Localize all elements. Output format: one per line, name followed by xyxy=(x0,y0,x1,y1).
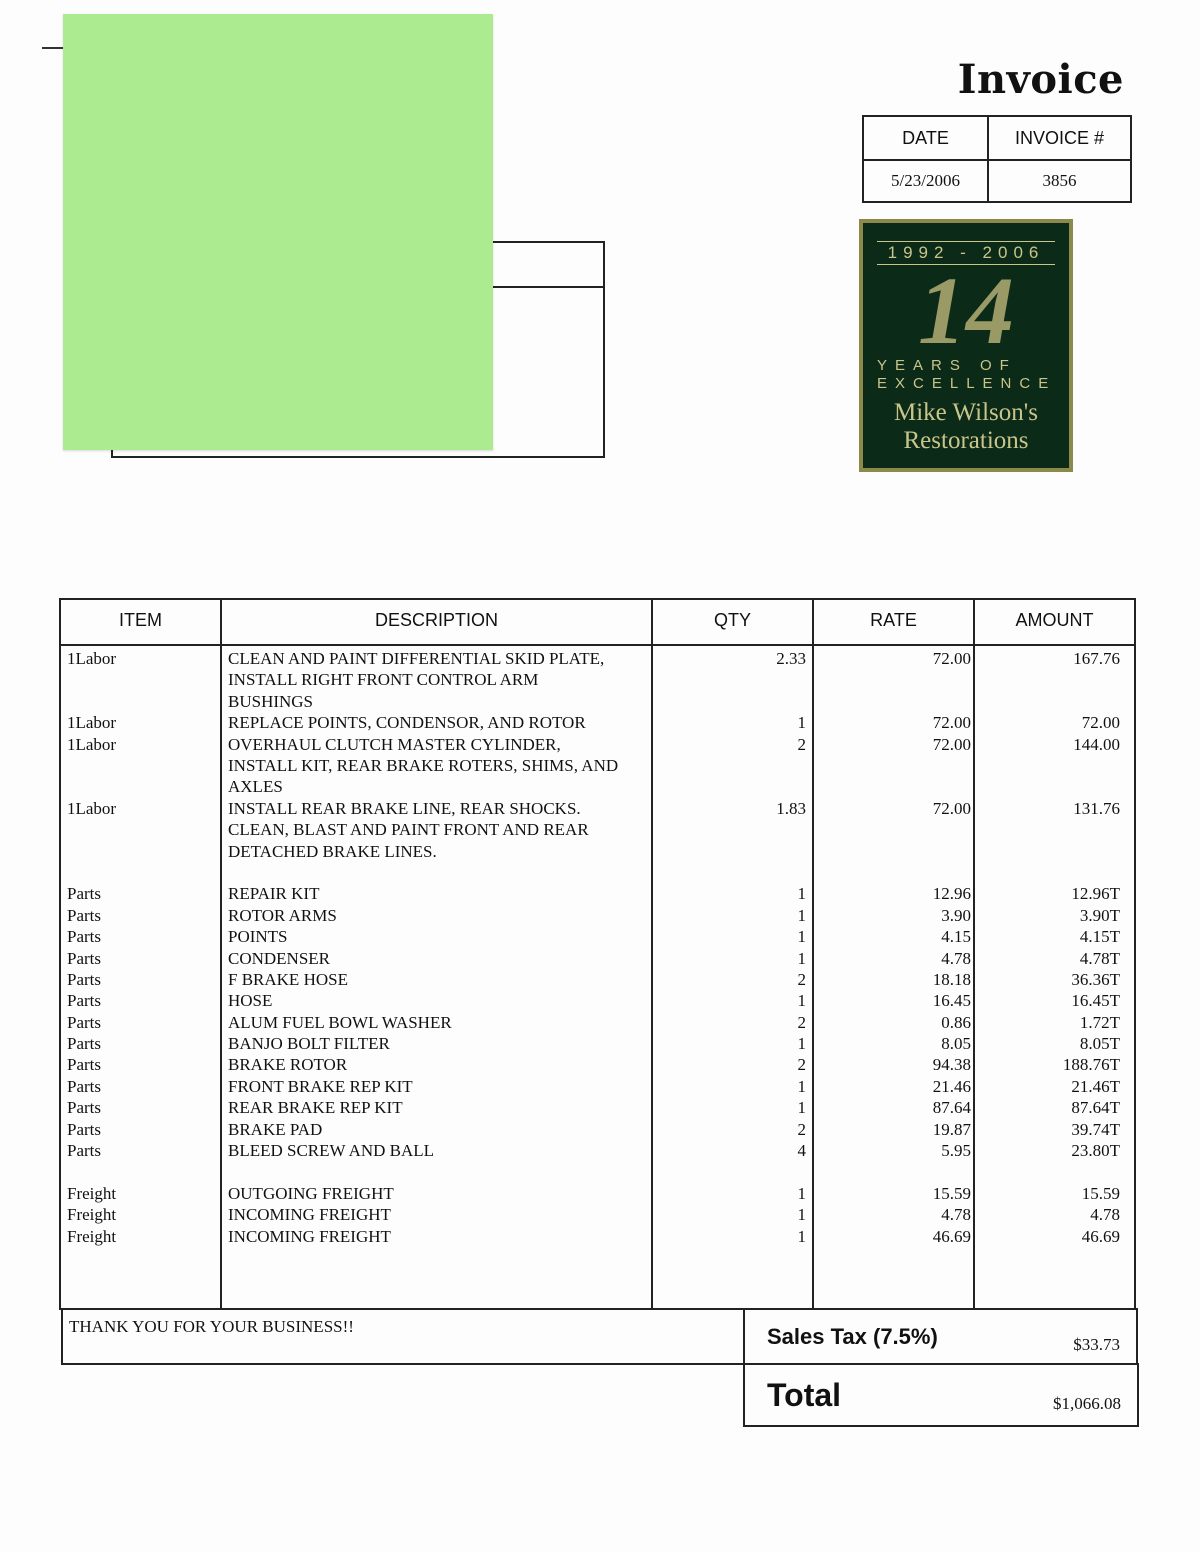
qty-cell: 1 xyxy=(797,905,806,925)
description-line: REPLACE POINTS, CONDENSOR, AND ROTOR xyxy=(228,713,586,733)
column-header-rate: RATE xyxy=(870,610,917,630)
table-row xyxy=(61,798,1134,862)
table-body xyxy=(61,648,1134,1247)
logo-tagline xyxy=(877,357,1055,393)
qty-cell: 2 xyxy=(797,1119,806,1139)
qty-cell: 1 xyxy=(797,713,806,733)
description-line: BLEED SCREW AND BALL xyxy=(228,1141,435,1161)
description-line: ALUM FUEL BOWL WASHER xyxy=(228,1012,452,1032)
description-line: INCOMING FREIGHT xyxy=(228,1226,391,1246)
rate-cell: 5.95 xyxy=(941,1141,971,1161)
description-cell xyxy=(228,1140,648,1161)
rate-cell: 8.05 xyxy=(941,1034,971,1054)
item-cell: Parts xyxy=(67,948,101,968)
amount-cell: 23.80T xyxy=(1071,1141,1120,1161)
rate-cell: 4.15 xyxy=(941,927,971,947)
description-line: F BRAKE HOSE xyxy=(228,969,348,989)
amount-cell: 21.46T xyxy=(1071,1076,1120,1096)
item-cell: 1Labor xyxy=(67,713,117,733)
logo-tagline-2: EXCELLENCE xyxy=(877,375,1057,392)
item-cell: Parts xyxy=(67,1034,101,1054)
rate-cell: 16.45 xyxy=(932,991,971,1011)
description-line: BRAKE PAD xyxy=(228,1119,323,1139)
rate-cell: 46.69 xyxy=(932,1226,971,1246)
address-box-top xyxy=(493,241,605,243)
table-row xyxy=(61,1183,1134,1204)
line-items-table xyxy=(59,598,1136,1310)
qty-cell: 1 xyxy=(797,1205,806,1225)
rate-cell: 12.96 xyxy=(932,884,971,904)
description-cell xyxy=(228,905,648,926)
description-cell xyxy=(228,990,648,1011)
qty-cell: 1 xyxy=(797,1098,806,1118)
description-line: HOSE xyxy=(228,991,273,1011)
table-row xyxy=(61,1054,1134,1075)
amount-cell: 46.69 xyxy=(1081,1226,1120,1246)
invoice-meta-table xyxy=(862,115,1132,203)
description-line: INSTALL RIGHT FRONT CONTROL ARM xyxy=(228,670,539,690)
amount-cell: 36.36T xyxy=(1071,969,1120,989)
column-header-description: DESCRIPTION xyxy=(374,610,498,630)
total-label: Total xyxy=(767,1377,842,1413)
description-cell xyxy=(228,1097,648,1118)
company-logo xyxy=(859,219,1073,472)
table-row xyxy=(61,1161,1134,1182)
description-line: DETACHED BRAKE LINES. xyxy=(228,841,437,861)
description-line: CONDENSER xyxy=(228,948,331,968)
item-cell: 1Labor xyxy=(67,798,117,818)
header-divider xyxy=(61,644,1134,646)
description-cell xyxy=(228,948,648,969)
qty-cell: 1.83 xyxy=(776,798,806,818)
table-row xyxy=(61,1033,1134,1054)
thank-you-message: THANK YOU FOR YOUR BUSINESS!! xyxy=(69,1317,354,1336)
description-cell xyxy=(228,1012,648,1033)
amount-cell: 188.76T xyxy=(1062,1055,1120,1075)
qty-cell: 1 xyxy=(797,884,806,904)
amount-cell: 8.05T xyxy=(1079,1034,1120,1054)
date-label: DATE xyxy=(864,117,989,161)
qty-cell: 1 xyxy=(797,948,806,968)
rate-cell: 0.86 xyxy=(941,1012,971,1032)
amount-cell: 3.90T xyxy=(1079,905,1120,925)
item-cell: Parts xyxy=(67,969,101,989)
description-line: POINTS xyxy=(228,927,288,947)
table-row xyxy=(61,1204,1134,1225)
description-line: BANJO BOLT FILTER xyxy=(228,1034,390,1054)
qty-cell: 2.33 xyxy=(776,649,806,668)
table-row xyxy=(61,1097,1134,1118)
qty-cell: 1 xyxy=(797,1183,806,1203)
amount-cell: 4.15T xyxy=(1079,927,1120,947)
description-cell xyxy=(228,1119,648,1140)
item-cell: 1Labor xyxy=(67,734,117,754)
amount-cell: 4.78T xyxy=(1079,948,1120,968)
logo-number: 14 xyxy=(918,257,1014,364)
amount-cell: 167.76 xyxy=(1073,649,1120,668)
amount-cell: 131.76 xyxy=(1073,798,1120,818)
rate-cell: 72.00 xyxy=(932,713,971,733)
rate-cell: 4.78 xyxy=(941,1205,971,1225)
amount-cell: 39.74T xyxy=(1071,1119,1120,1139)
amount-cell: 87.64T xyxy=(1071,1098,1120,1118)
description-line: OUTGOING FREIGHT xyxy=(228,1183,394,1203)
amount-cell: 16.45T xyxy=(1071,991,1120,1011)
amount-cell: 4.78 xyxy=(1090,1205,1120,1225)
description-cell xyxy=(228,734,648,798)
item-cell: Parts xyxy=(67,1012,101,1032)
description-cell xyxy=(228,1076,648,1097)
table-row xyxy=(61,926,1134,947)
rate-cell: 72.00 xyxy=(932,649,971,668)
description-line: REAR BRAKE REP KIT xyxy=(228,1098,403,1118)
table-row xyxy=(61,969,1134,990)
qty-cell: 1 xyxy=(797,927,806,947)
qty-cell: 2 xyxy=(797,734,806,754)
qty-cell: 2 xyxy=(797,1012,806,1032)
sticky-note xyxy=(63,14,493,450)
description-cell xyxy=(228,1183,648,1204)
table-row xyxy=(61,1140,1134,1161)
amount-cell: 15.59 xyxy=(1081,1183,1120,1203)
address-box-divider xyxy=(493,286,605,288)
table-row xyxy=(61,883,1134,904)
item-cell: Parts xyxy=(67,927,101,947)
item-cell: Parts xyxy=(67,905,101,925)
table-row xyxy=(61,1012,1134,1033)
item-cell: 1Labor xyxy=(67,649,117,668)
rate-cell: 21.46 xyxy=(932,1076,971,1096)
table-row xyxy=(61,905,1134,926)
table-row xyxy=(61,1119,1134,1140)
description-cell xyxy=(228,883,648,904)
description-cell xyxy=(228,1054,648,1075)
sales-tax-label: Sales Tax (7.5%) xyxy=(767,1324,938,1349)
invoice-number: 3856 xyxy=(1042,171,1077,190)
qty-cell: 1 xyxy=(797,1076,806,1096)
description-line: BRAKE ROTOR xyxy=(228,1055,348,1075)
item-cell: Parts xyxy=(67,991,101,1011)
description-line: AXLES xyxy=(228,777,283,797)
rate-cell: 3.90 xyxy=(941,905,971,925)
description-cell xyxy=(228,1033,648,1054)
table-row xyxy=(61,948,1134,969)
stray-mark xyxy=(42,47,64,49)
description-line: BUSHINGS xyxy=(228,691,314,711)
description-line: INSTALL KIT, REAR BRAKE ROTERS, SHIMS, AND xyxy=(228,755,619,775)
amount-cell: 1.72T xyxy=(1079,1012,1120,1032)
column-header-amount: AMOUNT xyxy=(1015,610,1094,630)
address-box-right xyxy=(603,241,605,458)
item-cell: Parts xyxy=(67,1119,101,1139)
logo-years: 1992 - 2006 xyxy=(877,241,1055,265)
description-line: OVERHAUL CLUTCH MASTER CYLINDER, xyxy=(228,734,561,754)
column-header-item: ITEM xyxy=(119,610,162,630)
description-line: CLEAN AND PAINT DIFFERENTIAL SKID PLATE, xyxy=(228,649,605,668)
qty-cell: 1 xyxy=(797,1226,806,1246)
description-cell xyxy=(228,969,648,990)
description-line: CLEAN, BLAST AND PAINT FRONT AND REAR xyxy=(228,820,589,840)
thank-you-box xyxy=(61,1308,745,1365)
description-cell xyxy=(228,926,648,947)
rate-cell: 72.00 xyxy=(932,798,971,818)
description-cell xyxy=(228,1204,648,1225)
description-cell xyxy=(228,648,648,712)
logo-tagline-1: YEARS OF xyxy=(877,357,1017,374)
rate-cell: 19.87 xyxy=(932,1119,971,1139)
table-row xyxy=(61,648,1134,712)
item-cell: Parts xyxy=(67,1141,101,1161)
sales-tax-value: $33.73 xyxy=(1073,1335,1120,1354)
amount-cell: 72.00 xyxy=(1081,713,1120,733)
qty-cell: 1 xyxy=(797,1034,806,1054)
description-cell xyxy=(228,798,648,862)
invoice-number-label: INVOICE # xyxy=(989,117,1130,161)
description-line: REPAIR KIT xyxy=(228,884,320,904)
table-row xyxy=(61,1226,1134,1247)
table-row xyxy=(61,712,1134,733)
qty-cell: 2 xyxy=(797,969,806,989)
logo-company-name xyxy=(863,399,1069,455)
item-cell: Freight xyxy=(67,1205,117,1225)
column-header-qty: QTY xyxy=(713,610,751,630)
description-line: INSTALL REAR BRAKE LINE, REAR SHOCKS. xyxy=(228,798,581,818)
description-cell xyxy=(228,712,648,733)
item-cell: Parts xyxy=(67,1098,101,1118)
total-box xyxy=(743,1363,1139,1427)
rate-cell: 87.64 xyxy=(932,1098,971,1118)
qty-cell: 1 xyxy=(797,991,806,1011)
address-box-bottom xyxy=(111,456,605,458)
qty-cell: 4 xyxy=(797,1141,806,1161)
logo-name-1: Mike Wilson's xyxy=(893,399,1039,426)
item-cell: Freight xyxy=(67,1226,117,1246)
invoice-date: 5/23/2006 xyxy=(864,161,989,201)
total-value: $1,066.08 xyxy=(1053,1394,1121,1413)
logo-name-2: Restorations xyxy=(903,427,1029,454)
rate-cell: 72.00 xyxy=(932,734,971,754)
table-row xyxy=(61,990,1134,1011)
description-line: FRONT BRAKE REP KIT xyxy=(228,1076,413,1096)
rate-cell: 94.38 xyxy=(932,1055,971,1075)
rate-cell: 18.18 xyxy=(932,969,971,989)
table-row xyxy=(61,862,1134,883)
amount-cell: 12.96T xyxy=(1071,884,1120,904)
description-cell xyxy=(228,1226,648,1247)
table-row xyxy=(61,1076,1134,1097)
page-title: Invoice xyxy=(957,56,1124,103)
qty-cell: 2 xyxy=(797,1055,806,1075)
sales-tax-box xyxy=(743,1308,1138,1365)
table-row xyxy=(61,734,1134,798)
description-line: INCOMING FREIGHT xyxy=(228,1205,391,1225)
rate-cell: 4.78 xyxy=(941,948,971,968)
rate-cell: 15.59 xyxy=(932,1183,971,1203)
item-cell: Parts xyxy=(67,884,101,904)
description-line: ROTOR ARMS xyxy=(228,905,337,925)
item-cell: Freight xyxy=(67,1183,117,1203)
amount-cell: 144.00 xyxy=(1073,734,1120,754)
item-cell: Parts xyxy=(67,1076,101,1096)
item-cell: Parts xyxy=(67,1055,101,1075)
